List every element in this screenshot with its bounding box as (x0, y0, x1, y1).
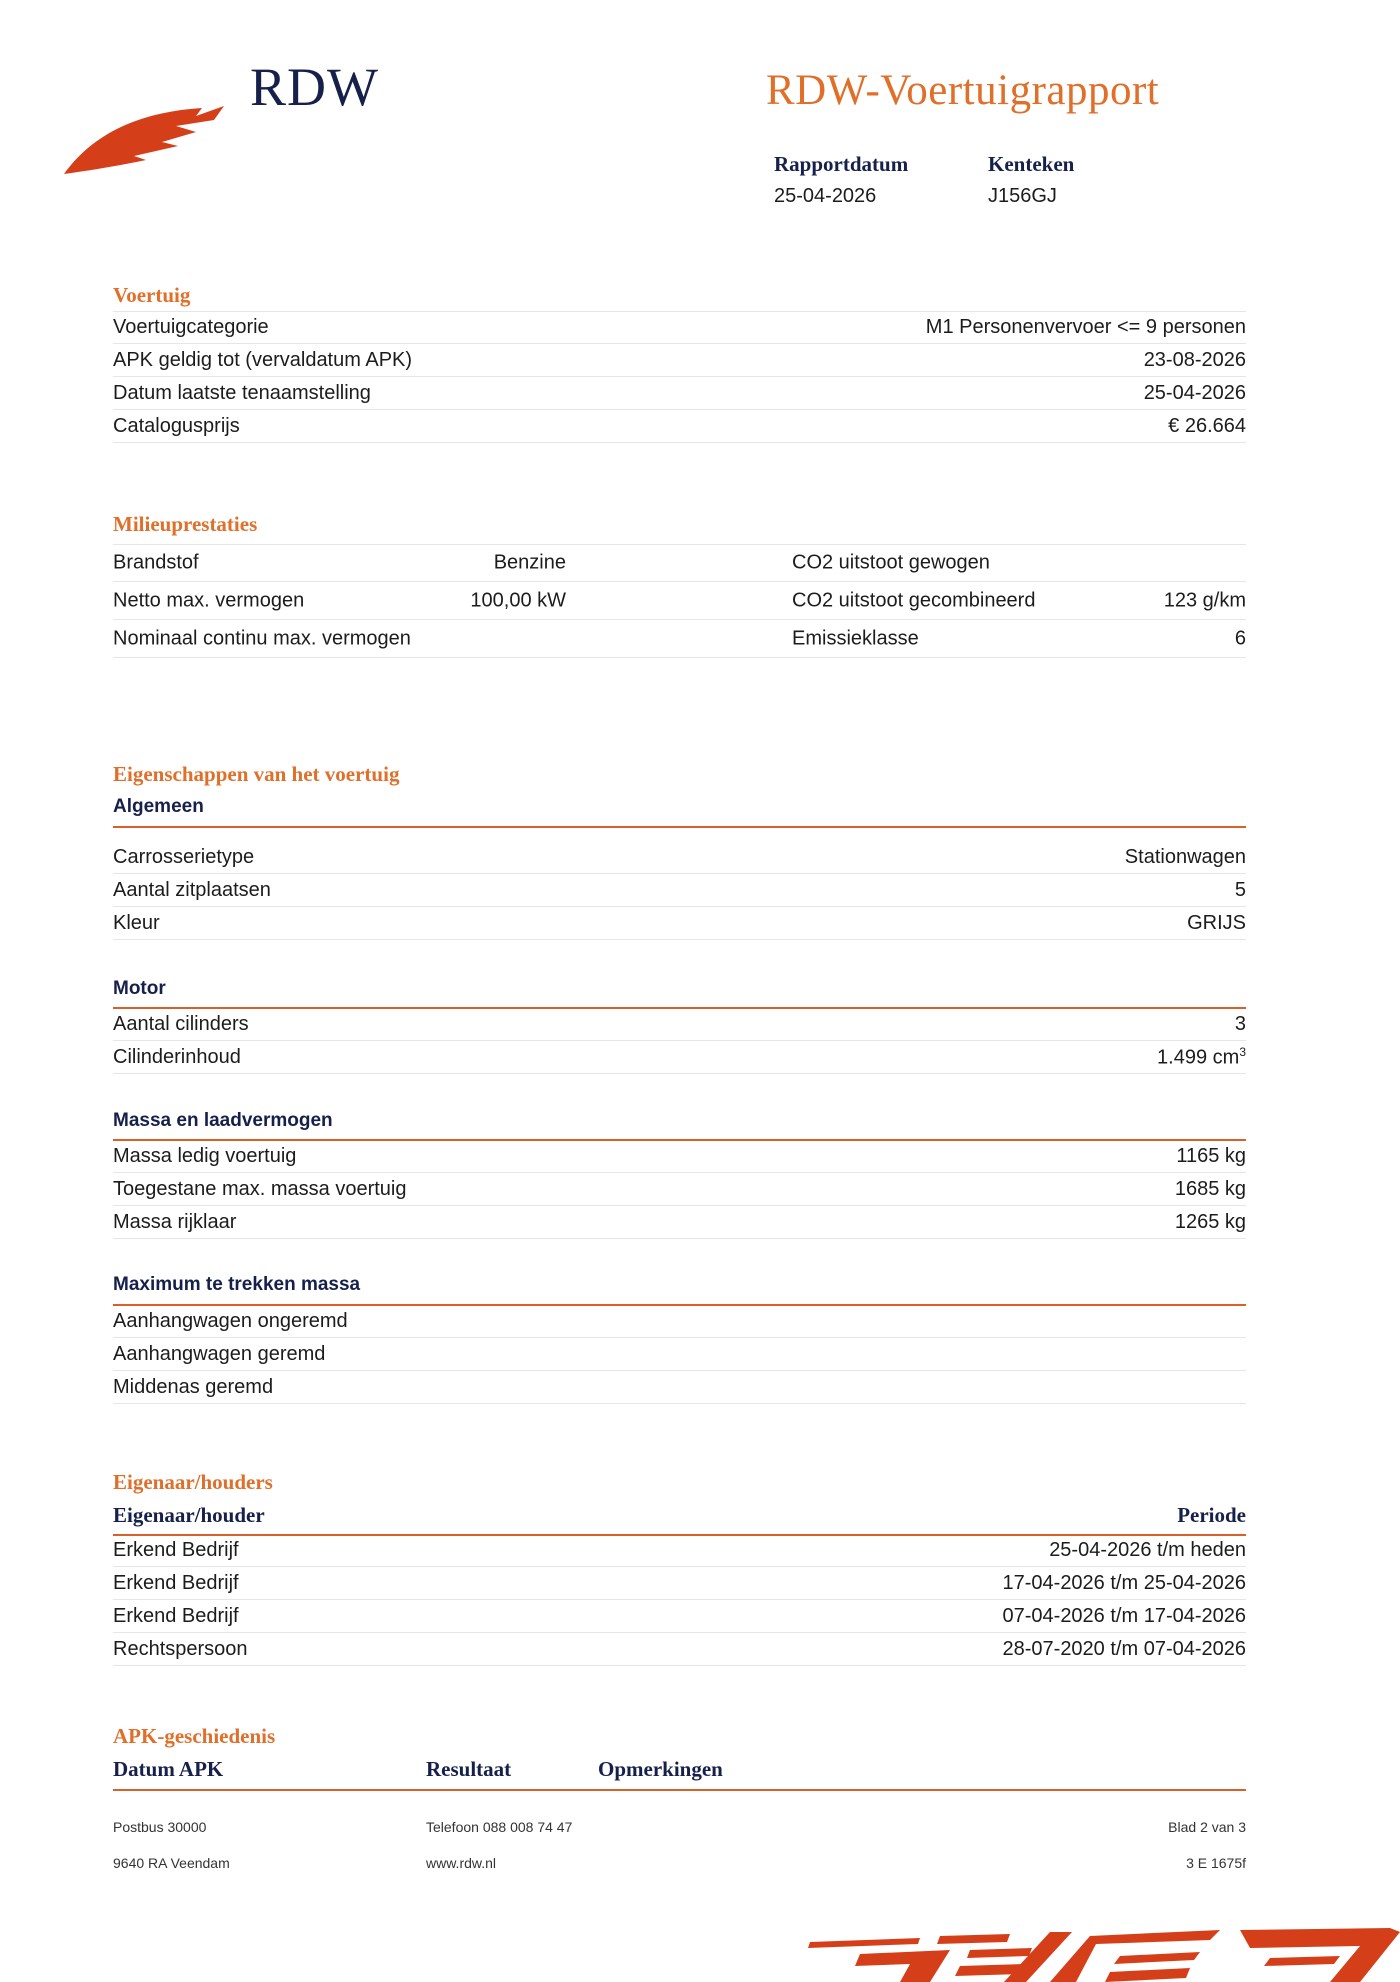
table-row (113, 907, 1246, 940)
row-value: Stationwagen (1124, 845, 1246, 868)
footer-blad: Blad 2 van 3 (1168, 1819, 1246, 1835)
row-value: 5 (1234, 878, 1246, 901)
subsection-title-algemeen: Algemeen (113, 796, 204, 817)
table-row (113, 841, 1246, 874)
row-label: Aantal zitplaatsen (113, 878, 271, 901)
table-row (113, 344, 1246, 377)
row-label: APK geldig tot (vervaldatum APK) (113, 348, 413, 371)
row-value: 1685 kg (1174, 1177, 1246, 1200)
footer-postbus: Postbus 30000 (113, 1819, 207, 1835)
footer-plaats: 9640 RA Veendam (113, 1855, 230, 1871)
row-value: 17-04-2026 t/m 25-04-2026 (1002, 1571, 1246, 1594)
subsection-title-motor: Motor (113, 978, 166, 999)
row-value: GRIJS (1187, 911, 1246, 934)
row-label: Aanhangwagen geremd (113, 1342, 326, 1365)
row-label: CO2 uitstoot gecombineerd (792, 589, 1036, 611)
row-label: Erkend Bedrijf (113, 1571, 239, 1594)
table-row (113, 1173, 1246, 1206)
row-label: Carrosserietype (113, 845, 255, 868)
rapportdatum-value: 25-04-2026 (774, 185, 877, 207)
row-value: M1 Personenvervoer <= 9 personen (925, 315, 1246, 338)
section-title-milieuprestaties: Milieuprestaties (113, 512, 258, 536)
row-label: Datum laatste tenaamstelling (113, 381, 371, 404)
column-header-eigenaar: Eigenaar/houder (113, 1503, 265, 1527)
row-value: 23-08-2026 (1143, 348, 1246, 371)
table-row (113, 1008, 1246, 1041)
table-row (113, 1041, 1246, 1074)
row-label: Catalogusprijs (113, 414, 240, 437)
row-label: Kleur (113, 911, 160, 934)
column-header-opmerkingen: Opmerkingen (598, 1757, 723, 1781)
section-title-eigenschappen: Eigenschappen van het voertuig (113, 762, 400, 786)
table-row (113, 1206, 1246, 1239)
footer-telefoon: Telefoon 088 008 74 47 (426, 1819, 573, 1835)
row-label: Cilinderinhoud (113, 1045, 241, 1068)
row-value (1157, 1045, 1246, 1070)
footer-website[interactable]: www.rdw.nl (426, 1855, 497, 1871)
row-value: 25-04-2026 (1143, 381, 1246, 404)
row-label: Nominaal continu max. vermogen (113, 627, 411, 649)
row-label: Erkend Bedrijf (113, 1538, 239, 1561)
table-row (113, 377, 1246, 410)
row-label: CO2 uitstoot gewogen (792, 551, 990, 574)
divider (113, 1789, 1246, 1791)
value-text: 1.499 cm (1157, 1046, 1240, 1069)
table-row (113, 582, 1246, 620)
row-value: € 26.664 (1168, 414, 1246, 437)
row-value: 28-07-2020 t/m 07-04-2026 (1002, 1637, 1246, 1660)
kenteken-value: J156GJ (988, 185, 1057, 207)
table-row (113, 1305, 1246, 1338)
value-superscript: 3 (1239, 1044, 1246, 1059)
subsection-title-trekken: Maximum te trekken massa (113, 1274, 361, 1295)
row-value: 07-04-2026 t/m 17-04-2026 (1002, 1604, 1246, 1627)
table-row (113, 311, 1246, 344)
row-value: 1265 kg (1174, 1210, 1246, 1233)
row-label: Toegestane max. massa voertuig (113, 1177, 407, 1200)
row-label: Middenas geremd (113, 1375, 274, 1398)
rdw-logo-icon (62, 90, 232, 180)
kenteken-label: Kenteken (988, 152, 1075, 176)
column-header-datum-apk: Datum APK (113, 1757, 224, 1781)
row-label: Aantal cilinders (113, 1012, 249, 1035)
row-label: Netto max. vermogen (113, 589, 305, 611)
table-row (113, 1534, 1246, 1567)
rapportdatum-label: Rapportdatum (774, 152, 909, 176)
row-label: Erkend Bedrijf (113, 1604, 239, 1627)
row-label: Emissieklasse (792, 627, 919, 649)
row-value: 100,00 kW (470, 589, 566, 611)
table-row (113, 545, 1246, 582)
rdw-footer-stripes-icon (800, 1928, 1400, 1982)
row-value: 3 (1234, 1012, 1246, 1035)
table-row (113, 1600, 1246, 1633)
table-row (113, 874, 1246, 907)
logo-text: RDW (250, 57, 379, 117)
column-header-periode: Periode (1177, 1503, 1246, 1527)
row-value: Benzine (493, 551, 566, 574)
subsection-title-massa: Massa en laadvermogen (113, 1110, 333, 1131)
table-row (113, 620, 1246, 658)
table-row (113, 1140, 1246, 1173)
table-row (113, 1567, 1246, 1600)
table-row (113, 1338, 1246, 1371)
section-title-apk: APK-geschiedenis (113, 1724, 276, 1748)
table-row (113, 410, 1246, 443)
row-label: Rechtspersoon (113, 1637, 248, 1660)
row-label: Massa rijklaar (113, 1210, 237, 1233)
section-title-eigenaar: Eigenaar/houders (113, 1470, 273, 1494)
footer-code: 3 E 1675f (1186, 1855, 1246, 1871)
table-row (113, 1633, 1246, 1666)
row-label: Aanhangwagen ongeremd (113, 1309, 348, 1332)
section-title-voertuig: Voertuig (113, 283, 191, 307)
column-header-resultaat: Resultaat (426, 1757, 512, 1781)
row-value: 123 g/km (1163, 589, 1246, 611)
row-label: Brandstof (113, 551, 199, 574)
row-label: Massa ledig voertuig (113, 1144, 297, 1167)
row-value: 25-04-2026 t/m heden (1049, 1538, 1246, 1561)
row-value: 1165 kg (1176, 1144, 1246, 1167)
divider (113, 826, 1246, 828)
row-label: Voertuigcategorie (113, 315, 269, 338)
table-row (113, 1371, 1246, 1404)
row-value: 6 (1234, 627, 1246, 649)
report-title: RDW-Voertuigrapport (766, 67, 1160, 114)
